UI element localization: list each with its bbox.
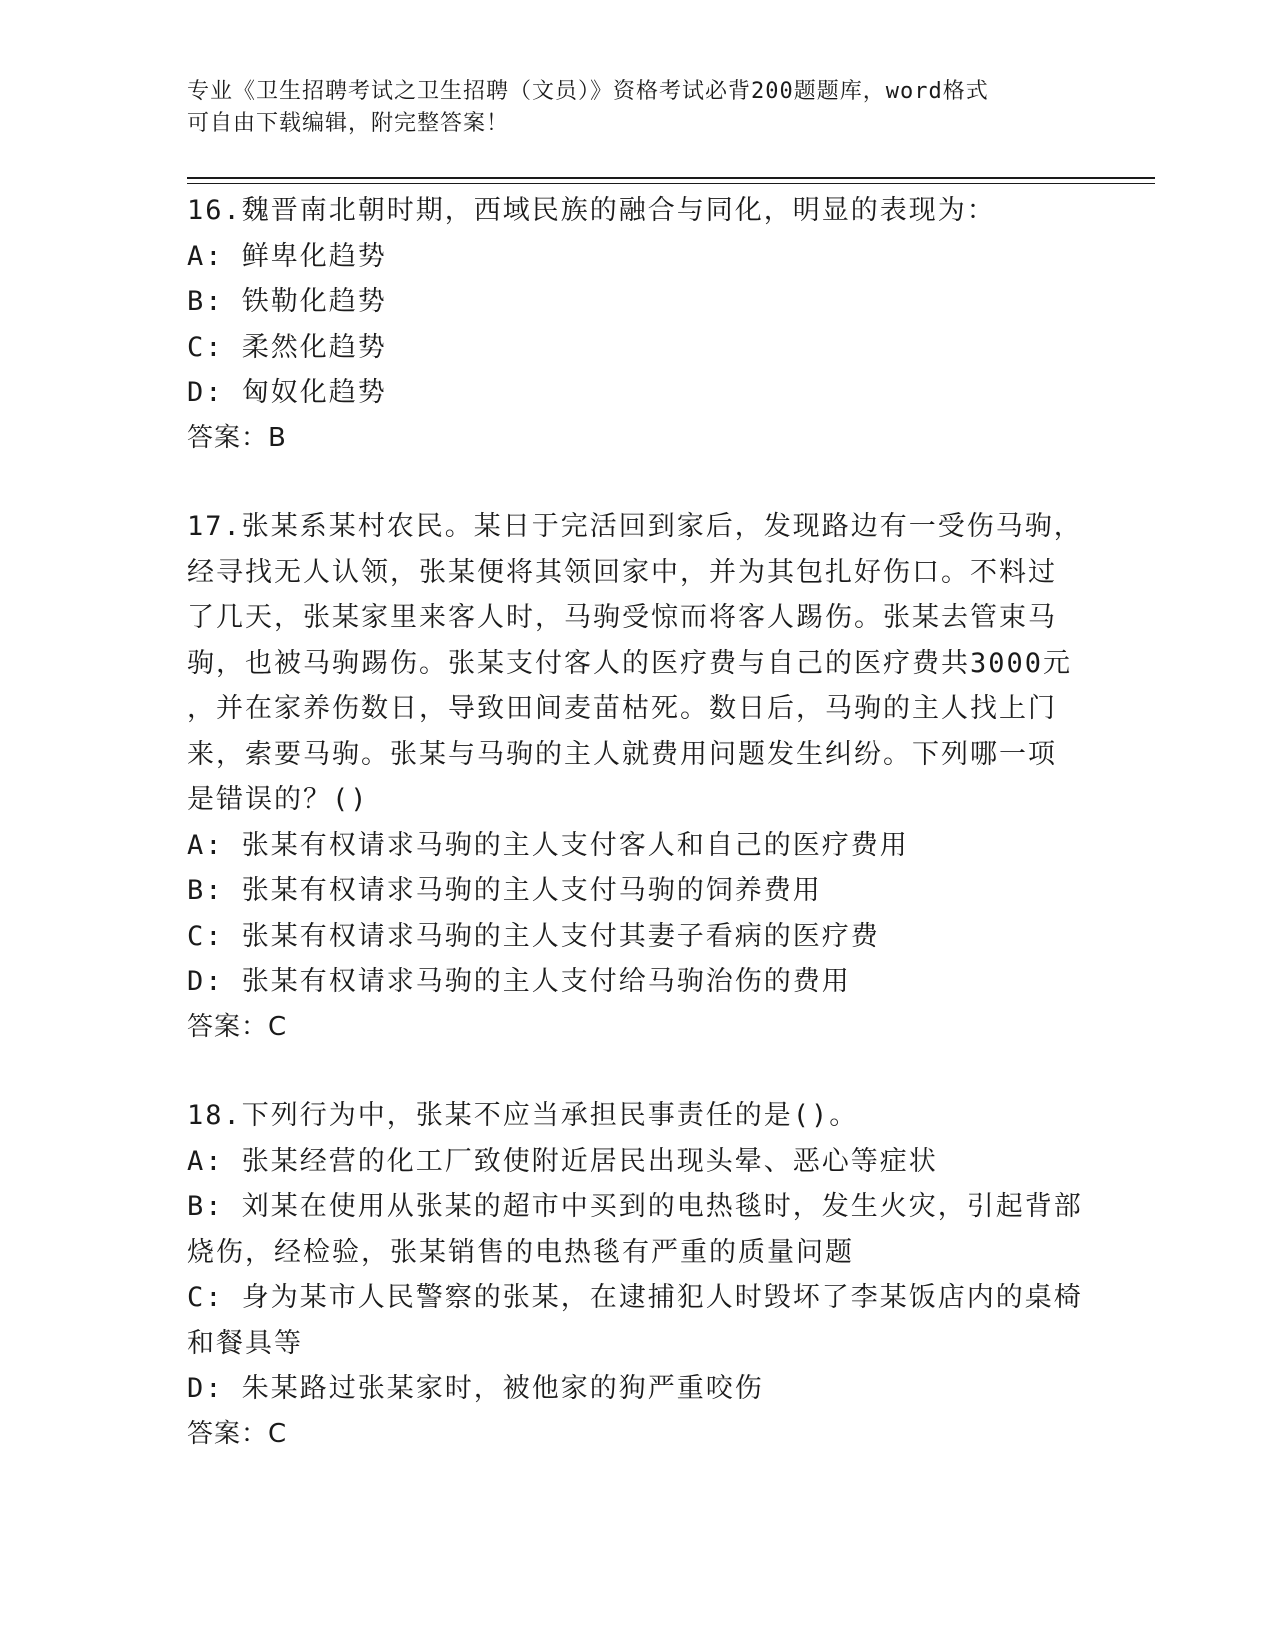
option-b-continued: 烧伤，经检验，张某销售的电热毯有严重的质量问题 (187, 1236, 854, 1268)
question-stem: 经寻找无人认领，张某便将其领回家中，并为其包扎好伤口。不料过 (187, 556, 1057, 588)
document-header (187, 76, 1067, 140)
option-a: A: 张某经营的化工厂致使附近居民出现头晕、恶心等症状 (187, 1145, 938, 1177)
question-18 (187, 1093, 1087, 1457)
question-stem: 是错误的？() (187, 784, 369, 815)
question-stem: ，并在家养伤数日，导致田间麦苗枯死。数日后，马驹的主人找上门 (187, 693, 1057, 724)
answer-label: 答案：C (187, 1418, 288, 1449)
question-stem: 驹，也被马驹踢伤。张某支付客人的医疗费与自己的医疗费共3000元 (187, 647, 1073, 679)
question-16 (187, 188, 1087, 461)
option-a: A: 鲜卑化趋势 (187, 240, 387, 272)
option-b: B: 刘某在使用从张某的超市中买到的电热毯时，发生火灾，引起背部 (187, 1191, 1083, 1222)
question-stem: 来，索要马驹。张某与马驹的主人就费用问题发生纠纷。下列哪一项 (187, 738, 1057, 770)
option-d: D: 朱某路过张某家时，被他家的狗严重咬伤 (187, 1373, 764, 1404)
option-d: D: 张某有权请求马驹的主人支付给马驹治伤的费用 (187, 966, 851, 997)
option-d: D: 匈奴化趋势 (187, 377, 387, 408)
question-17 (187, 504, 1087, 1050)
header-line: 可自由下载编辑，附完整答案！ (187, 111, 510, 136)
option-c-continued: 和餐具等 (187, 1327, 303, 1359)
question-stem: 16.魏晋南北朝时期，西域民族的融合与同化，明显的表现为： (187, 195, 996, 226)
header-divider-thick (187, 177, 1155, 179)
option-b: B: 张某有权请求马驹的主人支付马驹的饲养费用 (187, 875, 822, 906)
question-stem: 了几天，张某家里来客人时，马驹受惊而将客人踢伤。张某去管束马 (187, 602, 1057, 633)
header-divider-thin (187, 183, 1155, 184)
option-c: C: 张某有权请求马驹的主人支付其妻子看病的医疗费 (187, 920, 880, 952)
question-list (187, 188, 1087, 1500)
answer-label: 答案：B (187, 422, 287, 453)
option-c: C: 柔然化趋势 (187, 331, 387, 363)
option-c: C: 身为某市人民警察的张某，在逮捕犯人时毁坏了李某饭店内的桌椅 (187, 1282, 1083, 1313)
answer-label: 答案：C (187, 1011, 288, 1042)
header-line: 专业《卫生招聘考试之卫生招聘（文员）》资格考试必背200题题库，word格式 (187, 79, 989, 104)
option-b: B: 铁勒化趋势 (187, 286, 387, 317)
question-stem: 18.下列行为中，张某不应当承担民事责任的是()。 (187, 1100, 859, 1131)
option-a: A: 张某有权请求马驹的主人支付客人和自己的医疗费用 (187, 829, 909, 861)
question-stem: 17.张某系某村农民。某日于完活回到家后，发现路边有一受伤马驹， (187, 511, 1083, 542)
